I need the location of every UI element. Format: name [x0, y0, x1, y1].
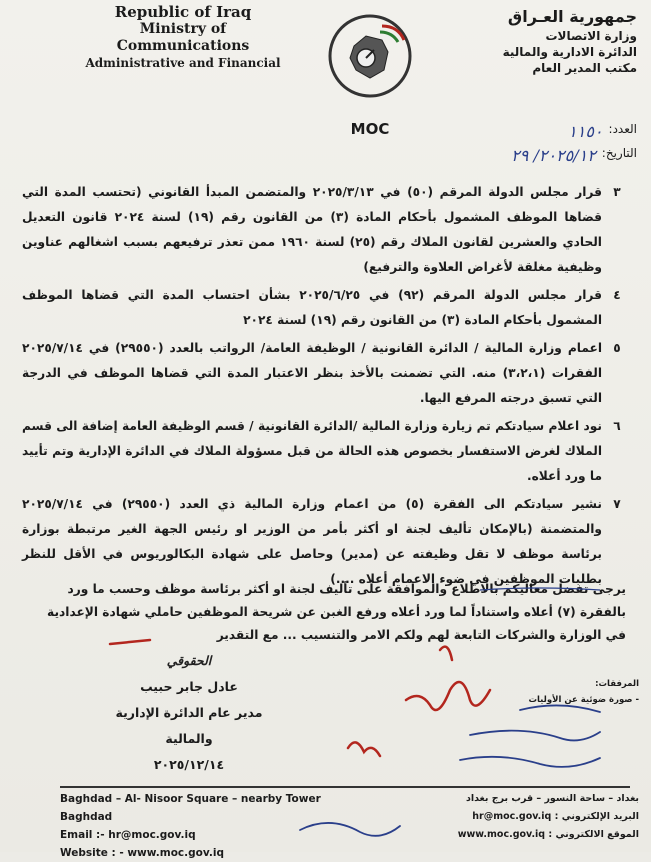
ministry-title-ar: وزارة الاتصالات — [545, 29, 637, 43]
closing-paragraph: يرجى تفضل معاليكم بالاطلاع والموافقة على تأليف لجنة او أكثر برئاسة موظف وحسب ما ورد بالفقرة (٧) أعلاه واستناداً لما ورد أعلاه ورفع الغبن عن شريحة الموظفين حاملي شهادة الإعدادية في الوزارة والشركات التابعة لهم ولكم الامر والتنسيب ... مع التقدير — [47, 582, 626, 642]
item-text: نود اعلام سيادتكم تم زيارة وزارة المالية /الدائرة القانونية / قسم الوظيفة العامة إضافة الى قسم الملاك لغرض الاستفسار بخصوص هذه الحالة من قبل مسؤولة الملاك في الدائرة الإدارية وتم تأييد ما ورد أعلاه. — [22, 419, 602, 483]
signatory-position: مدير عام الدائرة الإدارية والمالية — [115, 705, 263, 746]
logo-caption: MOC — [350, 120, 390, 138]
item-number: ٥ — [613, 341, 621, 355]
item-number: ٦ — [613, 419, 621, 433]
footer-address-en: Baghdad – Al- Nisoor Square – nearby Tower Baghdad — [60, 793, 321, 823]
footer-divider — [60, 786, 630, 788]
date-value: ٢٠٢٥/١٢/ ٢٩ — [511, 146, 596, 165]
item-number: ٤ — [613, 288, 621, 302]
item-text: اعمام وزارة المالية / الدائرة القانونية / الوظيفة العامة/ الرواتب بالعدد (٢٩٥٥٠) في ٢٠٢٥/٧/١٤ الفقرات (٣،٢،١) منه. التي تضمنت بالأخذ بنظر الاعتبار المدة التي قضاها الموظف في الدرجة التي تسبق درجته المرفع اليها. — [22, 341, 602, 405]
footer-email-ar: البريد الإلكتروني : hr@moc.gov.iq — [472, 811, 639, 822]
attachments-label: المرفقات: — [595, 679, 639, 689]
signature-underline-icon — [480, 588, 600, 590]
item-text: نشير سيادتكم الى الفقرة (٥) من اعمام وزارة المالية ذي العدد (٢٩٥٥٠) في ٢٠٢٥/٧/١٤ والمتضمنة (بالإمكان تأليف لجنة او أكثر بأمر من الوزير او رئيس الجهة الغير مرتبطة بوزارة برئاسة موظف لا تقل وظيفته عن (مدير) وحاصل على شهادة البكالوريوس في الأقل للنظر بطلبات الموظفين في ضوء الاعمام أعلاه ....) — [22, 497, 603, 586]
department-title: Administrative and Financial — [85, 56, 281, 70]
footer-website-en: Website : - www.moc.gov.iq — [60, 847, 224, 859]
number-value: ١١٥٠ — [568, 122, 603, 141]
signatory-name: عادل جابر حبيب — [140, 679, 238, 694]
attachment-item: - صورة ضوئية عن الأوليات — [528, 695, 639, 705]
item-number: ٣ — [613, 185, 621, 199]
signatory-title: الحقوقي — [166, 653, 212, 668]
ministry-title: Ministry of Communications — [116, 21, 250, 54]
office-title-ar: مكتب المدير العام — [532, 61, 637, 75]
date-label: التاريخ: — [601, 146, 637, 160]
item-text: قرار مجلس الدولة المرقم (٩٢) في ٢٠٢٥/٦/٢٥ بشأن احتساب المدة التي قضاها الموظف المشمول بأحكام المادة (٣) من القانون رقم (١٩) لسنة ٢٠٢٤ — [22, 288, 602, 327]
republic-title: Republic of Iraq — [114, 3, 252, 21]
footer-english — [60, 790, 360, 862]
footer-website-ar: الموقع الالكتروني : www.moc.gov.iq — [457, 829, 639, 840]
red-signature-icon — [110, 640, 490, 756]
republic-title-ar: جمهورية العـراق — [507, 7, 637, 26]
item-text: قرار مجلس الدولة المرقم (٥٠) في ٢٠٢٥/٣/١٣ والمتضمن المبدأ القانوني (تحتسب المدة التي قضاها الموظف المشمول بأحكام المادة (٣) من القانون رقم (١٩) لسنة ٢٠٢٤ قانون التعديل الحادي والعشرين لقانون الملاك رقم (٢٥) لسنة ١٩٦٠ ممن تعذر ترفيعهم بسبب اشغالهم عناوين وظيفية مغلقة لأغراض العلاوة والترفيع) — [22, 185, 602, 274]
item-number: ٧ — [613, 497, 621, 511]
footer-arabic — [449, 790, 639, 844]
department-title-ar: الدائرة الادارية والمالية — [502, 45, 637, 59]
number-label: العدد: — [608, 122, 637, 136]
footer-address-ar: بغداد – ساحة النسور – قرب برج بغداد — [465, 793, 639, 804]
signature-date: ٢٠٢٥/١٢/١٤ — [153, 757, 225, 772]
footer-email-en: Email :- hr@moc.gov.iq — [60, 829, 196, 841]
